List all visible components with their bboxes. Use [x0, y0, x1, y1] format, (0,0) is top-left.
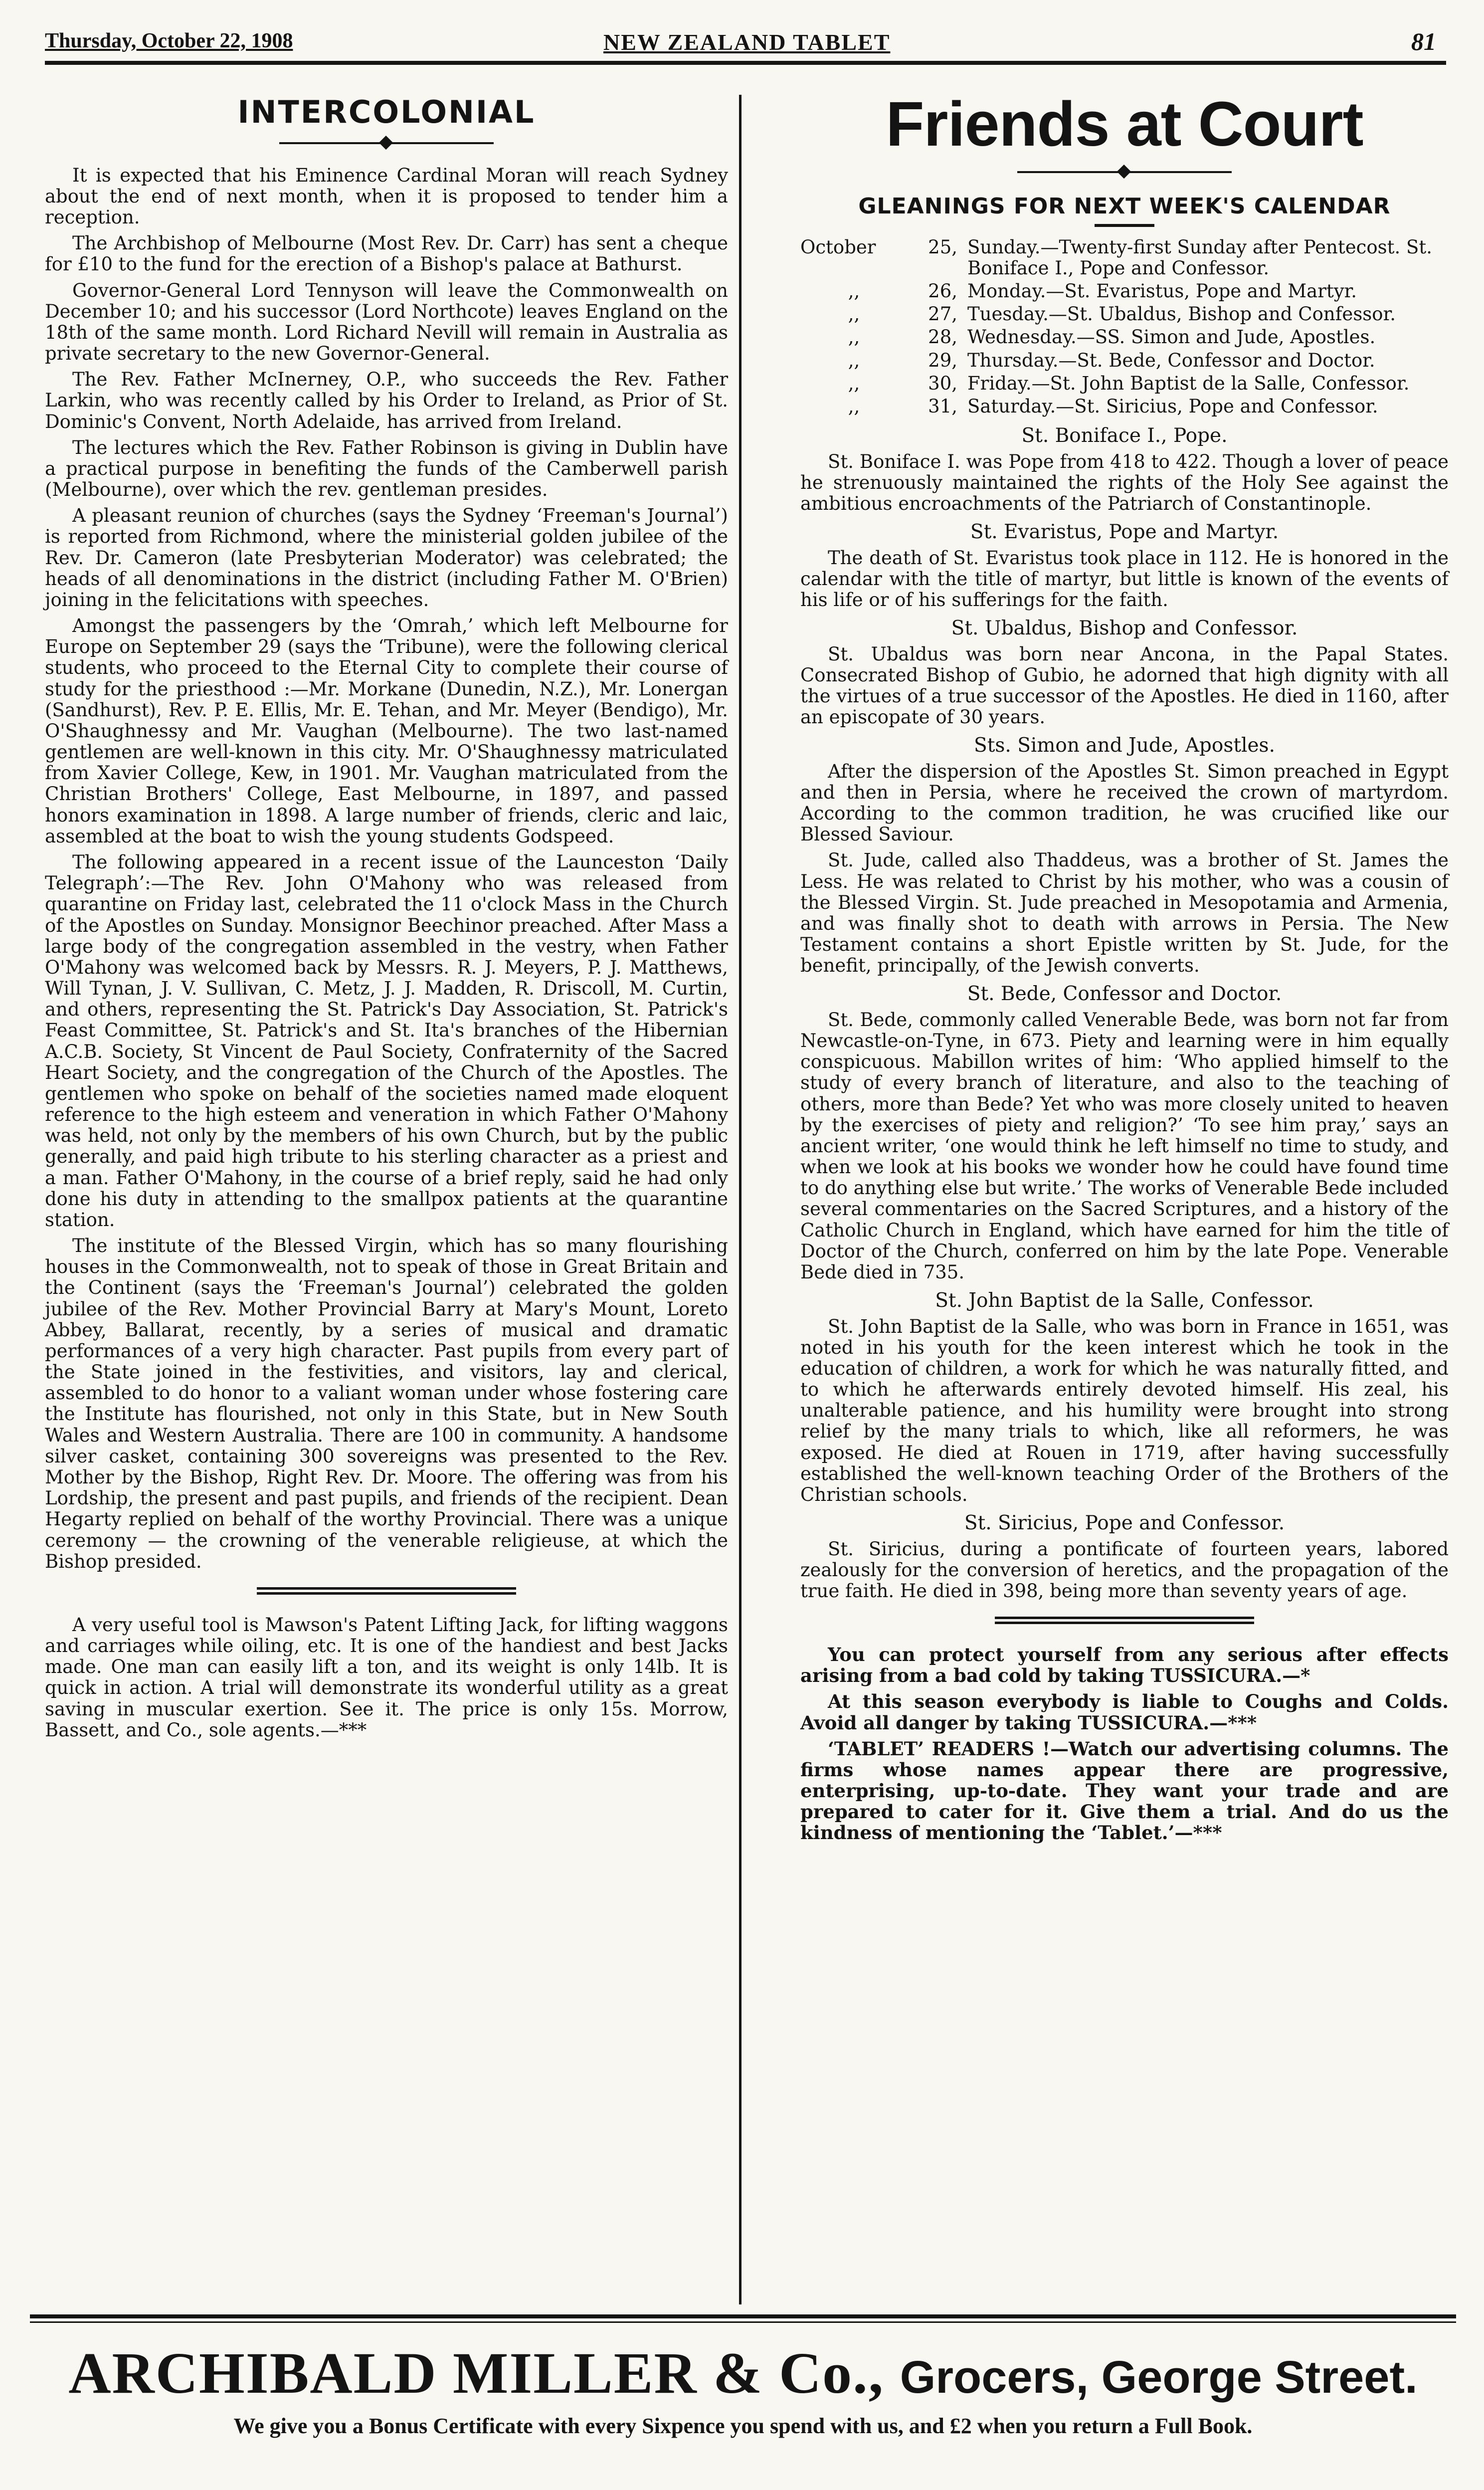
calendar-entry — [800, 281, 1449, 302]
article-paragraph: Amongst the passengers by the ‘Omrah,’ which left Melbourne for Europe on September 29 (says the ‘Tribune), were the following clerical students, who proceed to the Eternal City to complete their course of study for the priesthood :—Mr. Morkane (Dunedin, N.Z.), Mr. Lonergan (Sandhurst), Rev. P. E. Ellis, Mr. E. Tehan, and Mr. Meyer (Bendigo), Mr. O'Shaughnessy and Mr. Vaughan (Melbourne). The two last-named gentlemen are well-known in this city. Mr. O'Shaughnessy matriculated from Xavier College, Kew, in 1901. Mr. Vaughan matriculated from the Christian Brothers' College, East Melbourne, in 1897, and passed honors examination in 1898. A large number of friends, cleric and laic, assembled at the boat to wish the young students Godspeed. — [45, 615, 728, 847]
calendar-entry — [800, 396, 1449, 417]
feast-paragraph: After the dispersion of the Apostles St. Simon preached in Egypt and then in Persia, where he received the crown of martyrdom. According to the common tradition, he was crucified like our Blessed Saviour. — [800, 760, 1449, 845]
calendar-entry — [800, 350, 1449, 371]
masthead — [45, 20, 1441, 63]
calendar-month: ,, — [848, 303, 860, 325]
feast-paragraph: St. Boniface I. was Pope from 418 to 422. Though a lover of peace he strenuously maintained the rights of the Holy See against the ambitious encroachments of the Patriarch of Constantinople. — [800, 450, 1449, 514]
calendar-month: ,, — [848, 280, 860, 302]
section-subtitle: GLEANINGS FOR NEXT WEEK'S CALENDAR — [858, 193, 1391, 219]
feast-heading: St. John Baptist de la Salle, Confessor. — [935, 1289, 1314, 1312]
feast-paragraph: St. Jude, called also Thaddeus, was a brother of St. James the Less. He was related to Christ by his mother, who was a cousin of the Blessed Virgin. St. Jude preached in Mesopotamia and Armenia, and was finally shot to death with arrows in Persia. The New Testament contains a short Epistle written by St. Jude, for the benefit, principally, of the Jewish converts. — [800, 849, 1449, 977]
feast-heading: St. Boniface I., Pope. — [1021, 424, 1228, 447]
calendar-entry — [800, 373, 1449, 394]
feast-paragraph: St. Ubaldus was born near Ancona, in the Papal States. Consecrated Bishop of Gubio, he adorned that high dignity with all the virtues of a true successor of the Apostles. He died in 1160, after an episcopate of 30 years. — [800, 643, 1449, 728]
advert-paragraph: A very useful tool is Mawson's Patent Lifting Jack, for lifting waggons and carriages while oiling, etc. It is one of the handiest and best Jacks made. One man can easily lift a ton, and its weight is only 14lb. It is quick in action. A trial will demonstrate its wonderful utility as a great saving in muscular exertion. See it. The price is only 15s. Morrow, Bassett, and Co., sole agents.—*** — [45, 1614, 728, 1741]
feast-paragraph: St. John Baptist de la Salle, who was born in France in 1651, was noted in his youth for the keen interest which he took in the education of children, a work for which he was naturally fitted, and to which he afterwards entirely devoted himself. His zeal, his unalterable patience, and his humility were brought into strong relief by the many trials to which, like all reformers, he was exposed. He died at Rouen in 1719, after having successfully established the well-known teaching Order of the Brothers of the Christian schools. — [800, 1315, 1449, 1505]
footer-rule — [30, 2314, 1456, 2318]
section-title: Friends at Court — [886, 89, 1363, 159]
calendar-day: 30, — [928, 372, 957, 394]
ad-tagline: Grocers, George Street. — [900, 2352, 1418, 2403]
short-rule — [1095, 224, 1154, 227]
calendar-entry — [800, 327, 1449, 348]
article-paragraph: The lectures which the Rev. Father Robinson is giving in Dublin have a practical purpose in benefiting the funds of the Camberwell parish (Melbourne), over which the rev. gentleman presides. — [45, 436, 728, 501]
issue-date: Thursday, October 22, 1908 — [45, 29, 293, 52]
feast-paragraph: St. Siricius, during a pontificate of fourteen years, labored zealously for the conversion of heretics, and the propagation of the true faith. He died in 398, being more than seventy years of age. — [800, 1538, 1449, 1602]
feast-heading: St. Evaristus, Pope and Martyr. — [970, 521, 1279, 544]
section-separator — [257, 1587, 516, 1595]
section-title: INTERCOLONIAL — [237, 94, 536, 130]
ad-headline — [30, 2339, 1456, 2407]
article-paragraph: It is expected that his Eminence Cardinal Moran will reach Sydney about the end of next month, when it is proposed to tender him a reception. — [45, 164, 728, 228]
calendar-day: 27, — [928, 303, 957, 325]
page-number: 81 — [1411, 27, 1436, 55]
calendar-day: 25, — [928, 236, 957, 258]
notice-paragraph: ‘TABLET’ READERS !—Watch our advertising columns. The firms whose names appear there are progressive, enterprising, up-to-date. They want your trade and are prepared to cater for it. Give them a trial. And do us the kindness of mentioning the ‘Tablet.’—*** — [800, 1737, 1449, 1844]
footer-advertisement — [30, 2339, 1456, 2439]
ad-subline: We give you a Bonus Certificate with every Sixpence you spend with us, and £2 when you return a Full Book. — [233, 2414, 1253, 2438]
newspaper-title: NEW ZEALAND TABLET — [603, 29, 891, 55]
calendar-month: October — [800, 236, 876, 258]
calendar-text: Thursday.—St. Bede, Confessor and Doctor. — [967, 349, 1375, 371]
calendar-day: 29, — [928, 349, 957, 371]
calendar-text: Wednesday.—SS. Simon and Jude, Apostles. — [967, 326, 1376, 348]
calendar-text: Tuesday.—St. Ubaldus, Bishop and Confessor. — [967, 303, 1396, 325]
article-paragraph: Governor-General Lord Tennyson will leave the Commonwealth on December 10; and his successor (Lord Northcote) leaves England on the 18th of the same month. Lord Richard Nevill will remain in Australia as private secretary to the new Governor-General. — [45, 279, 728, 365]
feast-paragraph: The death of St. Evaristus took place in 112. He is honored in the calendar with the title of martyr, but little is known of the events of his life or of his sufferings for the faith. — [800, 547, 1449, 611]
calendar-text: Monday.—St. Evaristus, Pope and Martyr. — [967, 280, 1357, 302]
calendar-month: ,, — [848, 349, 860, 371]
calendar-entry — [800, 304, 1449, 325]
calendar-day: 26, — [928, 280, 957, 302]
column-divider — [739, 95, 742, 2304]
calendar-list — [800, 237, 1449, 417]
notice-paragraph: At this season everybody is liable to Coughs and Colds. Avoid all danger by taking TUSSICURA.—*** — [800, 1690, 1449, 1734]
calendar-month: ,, — [848, 326, 860, 348]
footer-rule — [30, 2321, 1456, 2323]
article-paragraph: The Archbishop of Melbourne (Most Rev. Dr. Carr) has sent a cheque for £10 to the fund for the erection of a Bishop's palace at Bathurst. — [45, 232, 728, 275]
calendar-text: Saturday.—St. Siricius, Pope and Confessor. — [967, 395, 1378, 417]
feast-heading: Sts. Simon and Jude, Apostles. — [974, 734, 1275, 757]
article-paragraph: The following appeared in a recent issue of the Launceston ‘Daily Telegraph’:—The Rev. John O'Mahony who was released from quarantine on Friday last, celebrated the 11 o'clock Mass in the Church of the Apostles on Sunday. Monsignor Beechinor preached. After Mass a large body of the congregation assembled in the vestry, when Father O'Mahony was welcomed back by Messrs. R. J. Meyers, P. J. Matthews, Will Tynan, J. V. Sullivan, C. Metz, J. J. Madden, R. Driscoll, M. Curtin, and others, representing the St. Patrick's Day Association, St. Patrick's Feast Committee, St. Patrick's and St. Ita's branches of the Hibernian A.C.B. Society, St Vincent de Paul Society, Confraternity of the Sacred Heart Society, and the congregation of the Church of the Apostles. The gentlemen who spoke on behalf of the societies named made eloquent reference to the high esteem and veneration in which Father O'Mahony was held, not only by the members of his own Church, but by the public generally, and paid high tribute to his sterling character as a priest and a man. Father O'Mahony, in the course of a brief reply, said he had only done his duty in attending to the smallpox patients at the quarantine station. — [45, 851, 728, 1231]
calendar-month: ,, — [848, 395, 860, 417]
calendar-text: Sunday.—Twenty-first Sunday after Pentecost. St. Boniface I., Pope and Confessor. — [967, 236, 1432, 279]
feast-heading: St. Siricius, Pope and Confessor. — [964, 1512, 1285, 1535]
notice-paragraph: You can protect yourself from any serious after effects arising from a bad cold by taking TUSSICURA.—* — [800, 1644, 1449, 1687]
masthead-rule — [45, 61, 1446, 65]
ornament-rule — [1017, 164, 1232, 179]
feast-heading: St. Bede, Confessor and Doctor. — [967, 983, 1282, 1006]
ad-company-name: ARCHIBALD MILLER & Co., — [68, 2340, 885, 2406]
article-paragraph: A pleasant reunion of churches (says the Sydney ‘Freeman's Journal’) is reported from Richmond, where the ministerial golden jubilee of the Rev. Dr. Cameron (late Presbyterian Moderator) was celebrated; the heads of all denominations in the district (including Father M. O'Brien) joining in the felicitations with speeches. — [45, 505, 728, 611]
article-paragraph: The Rev. Father McInerney, O.P., who succeeds the Rev. Father Larkin, who was recently called by his Order to Ireland, as Prior of St. Dominic's Convent, North Adelaide, has arrived from Ireland. — [45, 369, 728, 432]
article-paragraph: The institute of the Blessed Virgin, which has so many flourishing houses in the Commonwealth, not to speak of those in Great Britain and the Continent (says the ‘Freeman's Journal’) celebrated the golden jubilee of the Rev. Mother Provincial Barry at Mary's Mount, Loreto Abbey, Ballarat, recently, by a series of musical and dramatic performances of a very high character. Past pupils from every part of the State joined in the festivities, and visitors, lay and clerical, assembled to do honor to a valiant woman under whose fostering care the Institute has flourished, not only in this State, but in New South Wales and Western Australia. There are 100 in community. A handsome silver casket, containing 300 sovereigns was presented to the Rev. Mother by the Bishop, Right Rev. Dr. Moore. The offering was from his Lordship, the present and past pupils, and friends of the recipient. Dean Hegarty replied on behalf of the worthy Provincial. There was a unique ceremony — the crowning of the venerable religieuse, at which the Bishop presided. — [45, 1235, 728, 1572]
feast-paragraph: St. Bede, commonly called Venerable Bede, was born not far from Newcastle-on-Tyne, in 673. Piety and learning were in him equally conspicuous. Mabillon writes of him: ‘Who applied himself to the study of every branch of literature, and also to the teaching of others, more than Bede? Yet who was more closely united to heaven by the exercises of piety and religion?’ ‘To see him pray,’ says an ancient writer, ‘one would think he left himself no time to study, and when we look at his books we wonder how he could have found time to do anything else but write.’ The works of Venerable Bede included several commentaries on the Sacred Scriptures, and a history of the Catholic Church in England, which have earned for him the title of Doctor of the Church, conferred on him by the late Pope. Venerable Bede died in 735. — [800, 1009, 1449, 1283]
intercolonial-column — [45, 90, 728, 1746]
section-separator — [995, 1617, 1254, 1624]
calendar-month: ,, — [848, 372, 860, 394]
ornament-rule — [279, 135, 494, 150]
feast-heading: St. Ubaldus, Bishop and Confessor. — [951, 617, 1298, 640]
calendar-text: Friday.—St. John Baptist de la Salle, Confessor. — [967, 372, 1410, 394]
calendar-day: 28, — [928, 326, 957, 348]
calendar-entry — [800, 237, 1449, 279]
friends-at-court-column — [800, 90, 1449, 1849]
calendar-day: 31, — [928, 395, 957, 417]
